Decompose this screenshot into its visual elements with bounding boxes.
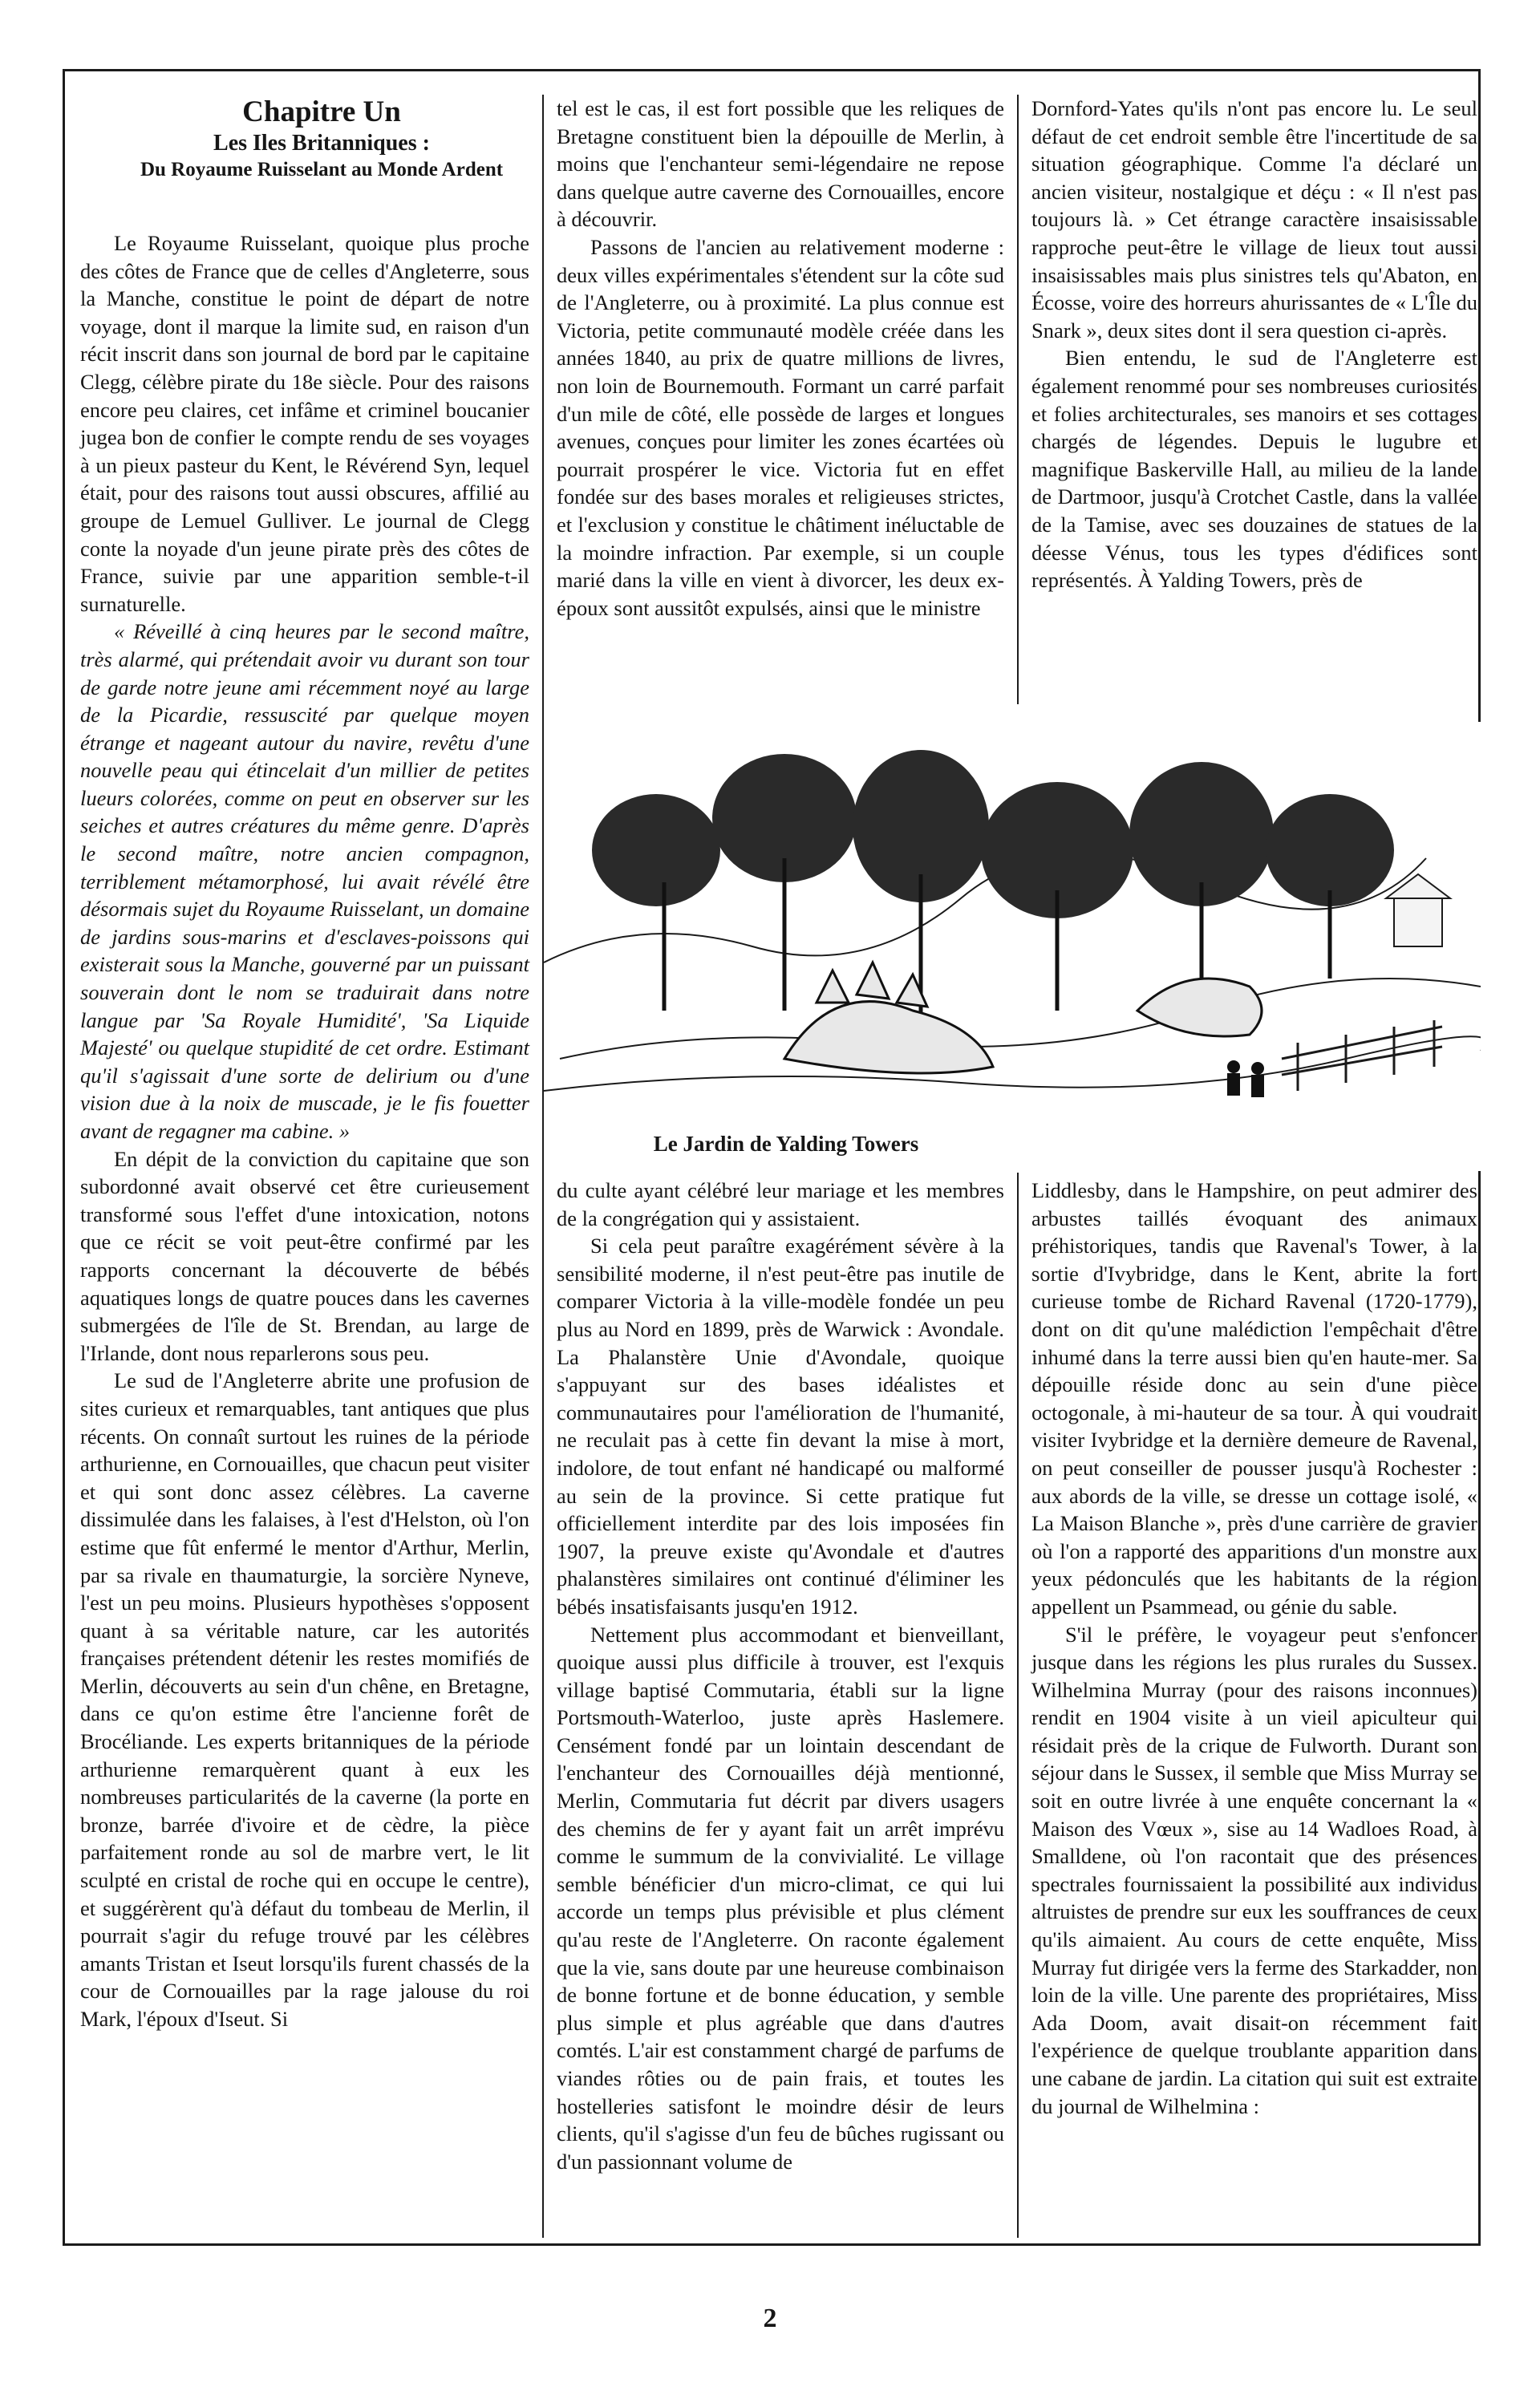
column-middle-bottom: [557, 1177, 1004, 2175]
paragraph: tel est le cas, il est fort possible que les reliques de Bretagne constituent bien la dépouille de Merlin, à moins que l'enchanteur semi-légendaire ne repose dans quelque autre caverne des Cornouailles, encore à découvrir.: [557, 96, 1004, 232]
column-rule-2b: [1017, 1173, 1019, 2238]
paragraph: S'il le préfère, le voyageur peut s'enfoncer jusque dans les régions les plus rurales du Sussex. Wilhelmina Murray (pour des raisons inconnues) rendit en 1904 visite à un vieil apiculteur qui résidait près de la crique de Fulworth. Durant son séjour dans le Sussex, il semble que Miss Murray se soit en outre livrée à une enquête concernant la « Maison des Vœux », sise au 14 Wadloes Road, à Smalldene, où l'on racontait que des présences spectrales fournissaient la possibilité aux individus altruistes de prendre sur eux les souffrances de ceux qu'ils aimaient. Au cours de cette enquête, Miss Murray fut dirigée vers la ferme des Starkadder, non loin de la ville. Une parente des propriétaires, Miss Ada Doom, avait disait-on récemment fait l'expérience de quelque troublante apparition dans une cabane de jardin. La citation qui suit est extraite du journal de Wilhelmina :: [1031, 1622, 1477, 2118]
paragraph: Nettement plus accommodant et bienveillant, quoique aussi plus difficile à trouver, est l'exquis village baptisé Commutaria, établi sur la ligne Portsmouth-Waterloo, juste après Haslemere. Censément fondé par un lointain descendant de l'enchanteur des Cornouailles déjà mentionné, Merlin, Commutaria fut décrit par divers usagers des chemins de fer y ayant fait un arrêt imprévu comme le summum de la convivialité. Le village semble bénéficier d'un micro-climat, ce qui lui accorde un temps plus prévisible et plus clément qu'au reste de l'Angleterre. On raconte également que la vie, sans doute par une heureuse combinaison de bonne fortune et de bonne éducation, y semble plus simple et plus agréable que dans d'autres comtés. L'air est constamment chargé de parfums de viandes rôties ou de pain frais, et toutes les hostelleries satisfont le moindre désir de leurs clients, qu'il s'agisse d'un feu de bûches rugissant ou d'un passionnant volume de: [557, 1622, 1004, 2174]
column-left: [80, 95, 529, 2033]
chapter-subtitle: Les Iles Britanniques :: [213, 131, 430, 156]
paragraph: Si cela peut paraître exagérément sévère à la sensibilité moderne, il n'est peut-être pas inutile de comparer Victoria à la ville-modèle fondée un peu plus au Nord en 1899, près de Warwick : Avondale. La Phalanstère Unie d'Avondale, quoique s'appuyant sur des bases idéalistes et communautaires pour l'amélioration de l'humanité, ne reculait pas à cette fin devant la mise à mort, indolore, de tout enfant né handicapé ou malformé au sein de la province. Si cette pratique fut officiellement interdite par des lois imposées fin 1907, la preuve existe qu'Avondale et d'autres phalanstères similaires ont continué d'éliminer les bébés insatisfaisants jusqu'en 1912.: [557, 1234, 1004, 1619]
paragraph: Dornford-Yates qu'ils n'ont pas encore lu. Le seul défaut de cet endroit semble être l'incertitude de sa situation géographique. Comme l'a déclaré un ancien visiteur, nostalgique et déçu : « Il n'est pas toujours là. » Cet étrange caractère insaisissable rapproche peut-être le village de lieux tout aussi insaisissables mais plus sinistres tels qu'Abaton, en Écosse, voire des horreurs ahurissantes de « L'Île du Snark », deux sites dont il sera question ci-après.: [1031, 96, 1477, 342]
paragraph: Bien entendu, le sud de l'Angleterre est également renommé pour ses nombreuses curiosités et folies architecturales, ses manoirs et ses cottages chargés de légendes. Depuis le lugubre et magnifique Baskerville Hall, au milieu de la lande de Dartmoor, jusqu'à Crotchet Castle, dans la vallée de la Tamise, avec ses douzaines de statues de la déesse Vénus, tous les types d'édifices sont représentés. À Yalding Towers, près de: [1031, 346, 1477, 593]
paragraph: Le Royaume Ruisselant, quoique plus proche des côtes de France que de celles d'Angleterre, sous la Manche, constitue le point de départ de notre voyage, dont il marque la limite sud, en raison d'un récit inscrit dans son journal de bord par le capitaine Clegg, célèbre pirate du 18e siècle. Pour des raisons encore peu claires, cet infâme et criminel boucanier jugea bon de confier le compte rendu de ses voyages à un pieux pasteur du Kent, le Révérend Syn, lequel était, pour des raisons tout aussi obscures, affilié au groupe de Lemuel Gulliver. Le journal de Clegg conte la noyade d'un jeune pirate près des côtes de France, suivie par une apparition semble-t-il surnaturelle.: [80, 231, 529, 616]
paragraph: Liddlesby, dans le Hampshire, on peut admirer des arbustes taillés évoquant des animaux préhistoriques, tandis que Ravenal's Tower, à la sortie d'Ivybridge, dans le Kent, abrite la fort curieuse tombe de Richard Ravenal (1720-1779), dont on dit qu'une malédiction l'empêchait d'être inhumé dans la terre aussi bien qu'en haute-mer. Sa dépouille réside donc au sein d'une pièce octogonale, à mi-hauteur de sa tour. À qui voudrait visiter Ivybridge et la dernière demeure de Ravenal, on peut conseiller de pousser jusqu'à Rochester : aux abords de la ville, se dresse un cottage isolé, « La Maison Blanche », près d'une carrière de gravier où l'on a rapporté des apparitions d'un monstre aux yeux pédonculés que les habitants de la région appellent un Psammead, ou génie du sable.: [1031, 1178, 1477, 1619]
column-right-bottom: [1031, 1177, 1477, 2120]
column-right-top: [1031, 95, 1477, 594]
paragraph: En dépit de la conviction du capitaine que son subordonné avait observé cet être curieusement transformé sous l'effet d'une intoxication, notons que ce récit se voit peut-être confirmé par les rapports concernant la découverte de bébés aquatiques longs de quatre pouces dans les cavernes submergées de l'île de St. Brendan, au large de l'Irlande, dont nous reparlerons sous peu.: [80, 1146, 529, 1365]
column-rule-2a: [1017, 95, 1019, 704]
paragraph: du culte ayant célébré leur mariage et les membres de la congrégation qui y assistaient.: [557, 1178, 1004, 1230]
quoted-passage: « Réveillé à cinq heures par le second maître, très alarmé, qui prétendait avoir vu durant son tour de garde notre jeune ami récemment noyé au large de la Picardie, ressuscité par quelque moyen étrange et nageant autour du navire, revêtu d'une nouvelle peau qui étincelait d'un millier de petites lueurs colorées, comme on peut en observer sur les seiches et autres créatures du même genre. D'après le second maître, notre ancien compagnon, terriblement métamorphosé, lui avait révélé être désormais sujet du Royaume Ruisselant, un domaine de jardins sous-marins et d'esclaves-poissons qui existerait sous la Manche, gouverné par un puissant souverain dont le nom se traduirait dans notre langue par 'Sa Royale Humidité', 'Sa Liquide Majesté' ou quelque stupidité de cet ordre. Estimant qu'il s'agissait d'une sorte de delirium ou d'une vision due à la noix de muscade, je le fis fouetter avant de regagner ma cabine. »: [80, 619, 529, 1143]
garden-illustration: [544, 722, 1481, 1171]
chapter-subtitle-2: Du Royaume Ruisselant au Monde Ardent: [140, 159, 504, 180]
page-number: 2: [763, 2304, 777, 2333]
illustration-caption: Le Jardin de Yalding Towers: [634, 1131, 938, 1157]
paragraph: Passons de l'ancien au relativement moderne : deux villes expérimentales s'étendent sur la côte sud de l'Angleterre, ou à proximité. La plus connue est Victoria, petite communauté modèle créée dans les années 1840, au prix de quatre millions de livres, non loin de Bournemouth. Formant un carré parfait d'un mile de côté, elle possède de larges et longues avenues, conçues pour limiter les zones écartées où pourrait prospérer le vice. Victoria fut en effet fondée sur des bases morales et religieuses strictes, et l'exclusion y constitue le châtiment inéluctable de la moindre infraction. Par exemple, si un couple marié dans la ville en vient à divorcer, les deux ex-époux sont aussitôt expulsés, ainsi que le ministre: [557, 234, 1004, 620]
column-middle-top: [557, 95, 1004, 622]
paragraph: Le sud de l'Angleterre abrite une profusion de sites curieux et remarquables, tant antiques que plus récents. On connaît surtout les ruines de la période arthurienne, en Cornouailles, que chacun peut visiter et qui sont donc assez célèbres. La caverne dissimulée dans les falaises, à l'est d'Helston, où l'on estime que fût enfermé le mentor d'Arthur, Merlin, par sa rivale en thaumaturgie, la sorcière Nyneve, l'est un peu moins. Plusieurs hypothèses s'opposent quant à sa véritable nature, car les autorités françaises prétendent détenir les restes momifiés de Merlin, découverts au sein d'un chêne, en Bretagne, dans ce qu'on estime être l'ancienne forêt de Brocéliande. Les experts britanniques de la période arthurienne remarquèrent quant à eux les nombreuses particularités de la caverne (la porte en bronze, barrée d'ivoire et de cèdre, la pièce parfaitement ronde au sol de marbre vert, le lit sculpté en cristal de roche qui en occupe le centre), et suggérèrent qu'à défaut du tombeau de Merlin, il pourrait s'agir du refuge trouvé par les célèbres amants Tristan et Iseut lorsqu'ils furent chassés de la cour de Cornouailles par la rage jalouse du roi Mark, l'époux d'Iseut. Si: [80, 1368, 529, 2031]
yalding-towers-garden-drawing: [544, 722, 1481, 1171]
chapter-title: Chapitre Un: [242, 95, 401, 128]
